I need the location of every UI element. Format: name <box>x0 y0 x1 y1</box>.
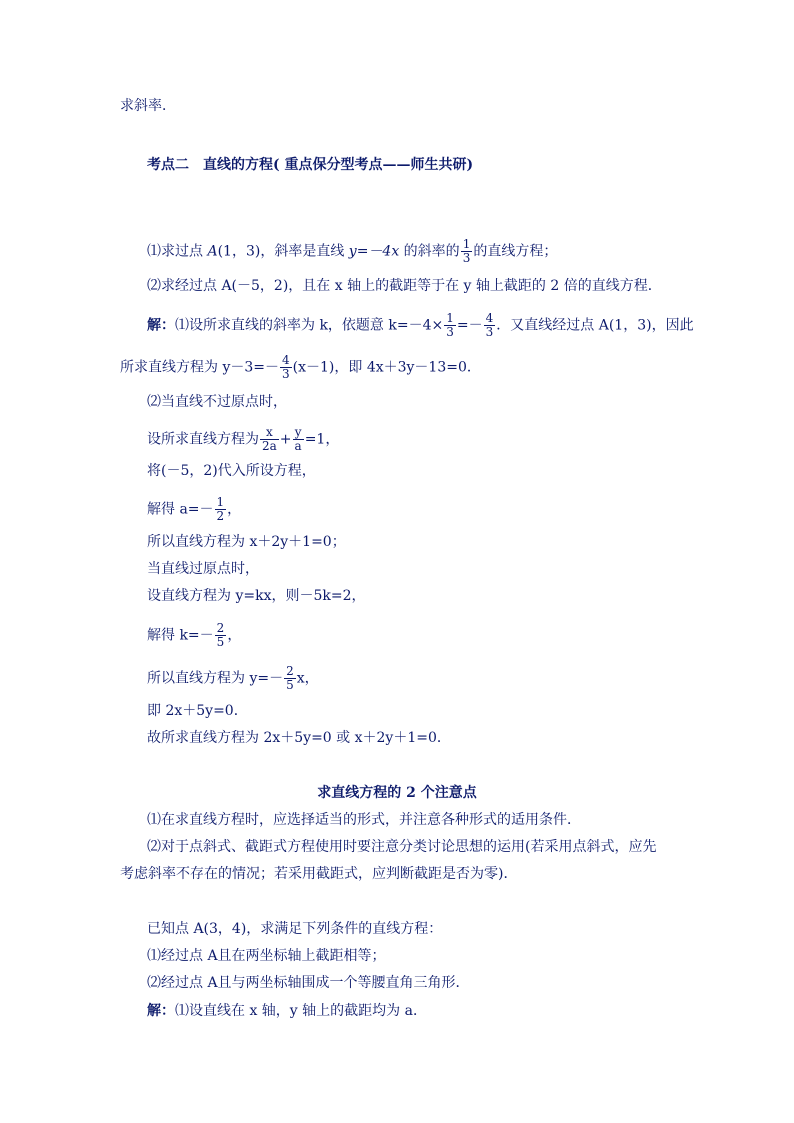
denominator: 3 <box>446 325 454 339</box>
exercise-line-2: ⑴经过点 A且在两坐标轴上截距相等； <box>147 948 386 964</box>
fraction <box>280 354 292 381</box>
text: ， <box>227 627 242 644</box>
problem-2: ⑵求经过点 A(－5，2)，且在 x 轴上的截距等于在 y 轴上截距的 2 倍的直线方程． <box>147 278 662 294</box>
text: 解得 a=－ <box>147 501 214 518</box>
denominator: a <box>294 439 302 453</box>
note-2: ⑵对于点斜式、截距式方程使用时要注意分类讨论思想的运用(若采用点斜式，应先 <box>147 839 657 855</box>
solution-line-9: 设直线方程为 y=kx，则－5k=2， <box>147 588 366 604</box>
fraction <box>461 238 473 265</box>
numerator: 2 <box>286 664 294 678</box>
exercise-line-1: 已知点 A(3，4)，求满足下列条件的直线方程： <box>147 921 443 937</box>
fraction <box>284 665 296 692</box>
fraction <box>444 312 456 339</box>
solution-line-2 <box>120 354 481 381</box>
text: (1，3)，斜率是直线 <box>217 243 349 260</box>
numerator: 4 <box>282 353 290 367</box>
numerator: 4 <box>485 311 494 325</box>
numerator: 1 <box>446 311 454 325</box>
solution-label: 解： <box>147 1003 175 1019</box>
denominator: 3 <box>282 367 290 381</box>
exercise-line-3: ⑵经过点 A且与两坐标轴围成一个等腰直角三角形． <box>147 975 470 991</box>
solution-label: 解： <box>147 317 175 334</box>
solution-line-7: 所以直线方程为 x＋2y＋1=0； <box>147 534 346 550</box>
numerator: 1 <box>216 495 225 509</box>
text: ， <box>227 501 242 518</box>
text-line: 求斜率． <box>120 98 176 114</box>
denominator: 3 <box>485 325 494 339</box>
text: 所以直线方程为 y=－ <box>147 670 284 687</box>
solution-line-8: 当直线过原点时， <box>147 561 259 577</box>
text: (x－1)，即 4x＋3y－13=0． <box>292 359 481 376</box>
note-2-continued: 考虑斜率不存在的情况；若采用截距式，应判断截距是否为零)． <box>120 866 518 882</box>
exercise-line-4 <box>147 1001 427 1021</box>
note-title: 求直线方程的 2 个注意点 <box>317 785 477 801</box>
solution-line-10 <box>147 622 241 649</box>
numerator: y <box>293 426 304 440</box>
text: ⑴设直线在 x 轴，y 轴上的截距均为 a． <box>175 1003 427 1019</box>
text: x， <box>296 670 319 687</box>
problem-1 <box>147 238 557 265</box>
solution-line-5: 将(－5，2)代入所设方程， <box>147 463 316 479</box>
fraction <box>260 426 279 453</box>
solution-line-4 <box>147 426 339 453</box>
section-heading: 考点二 直线的方程( 重点保分型考点——师生共研) <box>147 157 474 173</box>
text: + <box>279 431 292 448</box>
fraction <box>215 622 227 649</box>
text: ．又直线经过点 A(1，3)，因此 <box>496 317 694 334</box>
solution-line-1 <box>147 312 694 339</box>
numerator: 1 <box>462 237 471 251</box>
text: A <box>207 243 218 260</box>
text: 设所求直线方程为 <box>147 431 259 448</box>
solution-line-11 <box>147 665 319 692</box>
text: =－ <box>456 317 483 334</box>
numerator: x <box>260 426 279 440</box>
text: =1， <box>304 431 340 448</box>
denominator: 2 <box>216 509 225 523</box>
text: ⑴求过点 <box>147 243 208 260</box>
text: 的斜率的 <box>399 243 460 260</box>
fraction <box>484 312 496 339</box>
note-1: ⑴在求直线方程时，应选择适当的形式，并注意各种形式的适用条件． <box>147 812 581 828</box>
denominator: 5 <box>286 678 294 692</box>
solution-line-12: 即 2x＋5y=0． <box>147 703 248 719</box>
fraction <box>215 496 227 523</box>
text: ⑴设所求直线的斜率为 k，依题意 k=－4× <box>175 317 444 334</box>
numerator: 2 <box>216 621 225 635</box>
solution-line-6 <box>147 496 241 523</box>
equation: y=－4x <box>348 243 400 260</box>
text: 解得 k=－ <box>147 627 214 644</box>
text: 所求直线方程为 y－3=－ <box>120 359 279 376</box>
text: 的直线方程； <box>473 243 558 260</box>
denominator: 3 <box>462 251 471 265</box>
denominator: 2a <box>262 439 277 453</box>
fraction <box>293 426 304 453</box>
solution-line-13: 故所求直线方程为 2x＋5y=0 或 x＋2y＋1=0． <box>147 730 451 746</box>
solution-line-3: ⑵当直线不过原点时， <box>147 394 287 410</box>
denominator: 5 <box>216 635 225 649</box>
